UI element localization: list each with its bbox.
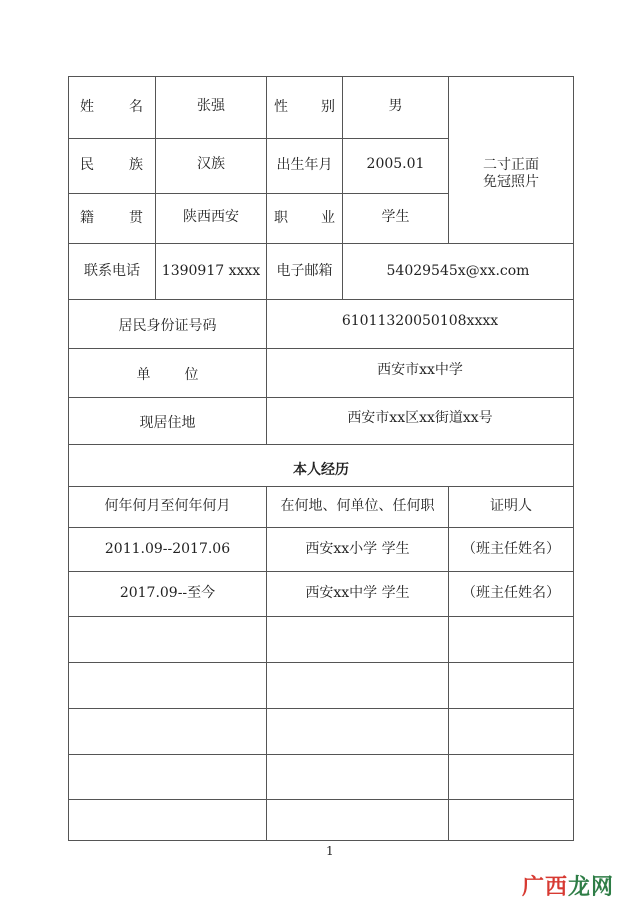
experience-row-3-witness — [448, 616, 574, 662]
watermark-brand: 广西 — [521, 875, 568, 900]
experience-row-1-witness: （班主任姓名） — [462, 540, 560, 557]
experience-row-1-period: 2011.09--2017.06 — [104, 540, 231, 557]
origin-label-char-2: 贯 — [129, 209, 143, 226]
photo-placeholder — [448, 76, 574, 243]
experience-row-3-position — [266, 616, 449, 662]
experience-row-7-position — [266, 799, 449, 840]
ethnicity-value: 汉族 — [197, 156, 225, 172]
occupation-label-char-1: 职 — [274, 209, 288, 226]
experience-row-5-position — [266, 708, 449, 754]
origin-value: 陕西西安 — [183, 209, 239, 225]
experience-row-2-period: 2017.09--至今 — [119, 585, 216, 602]
unit-value: 西安市xx中学 — [377, 362, 463, 379]
experience-header-position: 在何地、何单位、任何职 — [280, 498, 435, 515]
photo-line-2: 免冠照片 — [483, 173, 539, 190]
experience-row-2-position: 西安xx中学 学生 — [305, 585, 410, 602]
page-number: 1 — [326, 844, 334, 858]
unit-label-char-1: 单 — [136, 367, 151, 384]
experience-row-2-witness: （班主任姓名） — [462, 585, 560, 602]
gender-label — [266, 76, 343, 138]
name-label-char-1: 姓 — [80, 98, 94, 115]
id-value: 61011320050108xxxx — [341, 313, 499, 330]
unit-label-char-2: 位 — [184, 367, 199, 384]
experience-row-7-witness — [448, 799, 574, 840]
experience-row-6-period — [68, 754, 267, 799]
phone-value: 1390917 xxxx — [161, 263, 261, 279]
experience-row-7-period — [68, 799, 267, 840]
photo-line-1: 二寸正面 — [483, 156, 539, 173]
experience-row-4-position — [266, 662, 449, 708]
experience-header-witness: 证明人 — [490, 498, 532, 515]
gender-label-char-2: 别 — [321, 98, 335, 115]
experience-row-3-period — [68, 616, 267, 662]
experience-row-4-period — [68, 662, 267, 708]
origin-label-char-1: 籍 — [80, 209, 94, 226]
ethnicity-label-char-2: 族 — [129, 157, 143, 174]
origin-label — [68, 193, 156, 243]
email-label: 电子邮箱 — [276, 262, 333, 279]
experience-header-period: 何年何月至何年何月 — [104, 498, 231, 515]
watermark-suffix: 龙网 — [567, 875, 614, 900]
experience-row-5-witness — [448, 708, 574, 754]
gender-label-char-1: 性 — [274, 98, 288, 115]
unit-label — [68, 348, 267, 397]
birth-label: 出生年月 — [276, 157, 333, 174]
id-label: 居民身份证号码 — [118, 318, 217, 335]
gender-value: 男 — [388, 98, 403, 114]
birth-value: 2005.01 — [366, 156, 425, 172]
experience-row-6-position — [266, 754, 449, 799]
site-watermark — [522, 870, 614, 901]
phone-label: 联系电话 — [84, 262, 140, 279]
name-value: 张强 — [197, 98, 225, 114]
experience-row-6-witness — [448, 754, 574, 799]
name-label — [68, 76, 156, 138]
experience-row-4-witness — [448, 662, 574, 708]
email-value: 54029545x@xx.com — [386, 263, 530, 279]
experience-title: 本人经历 — [293, 461, 349, 478]
occupation-label — [266, 193, 343, 243]
name-label-char-2: 名 — [129, 98, 143, 115]
ethnicity-label — [68, 138, 156, 193]
experience-row-5-period — [68, 708, 267, 754]
address-value: 西安市xx区xx街道xx号 — [347, 410, 493, 427]
address-label: 现居住地 — [139, 415, 196, 432]
experience-row-1-position: 西安xx小学 学生 — [305, 540, 410, 557]
occupation-label-char-2: 业 — [321, 209, 335, 226]
ethnicity-label-char-1: 民 — [80, 157, 94, 174]
occupation-value: 学生 — [381, 209, 410, 225]
